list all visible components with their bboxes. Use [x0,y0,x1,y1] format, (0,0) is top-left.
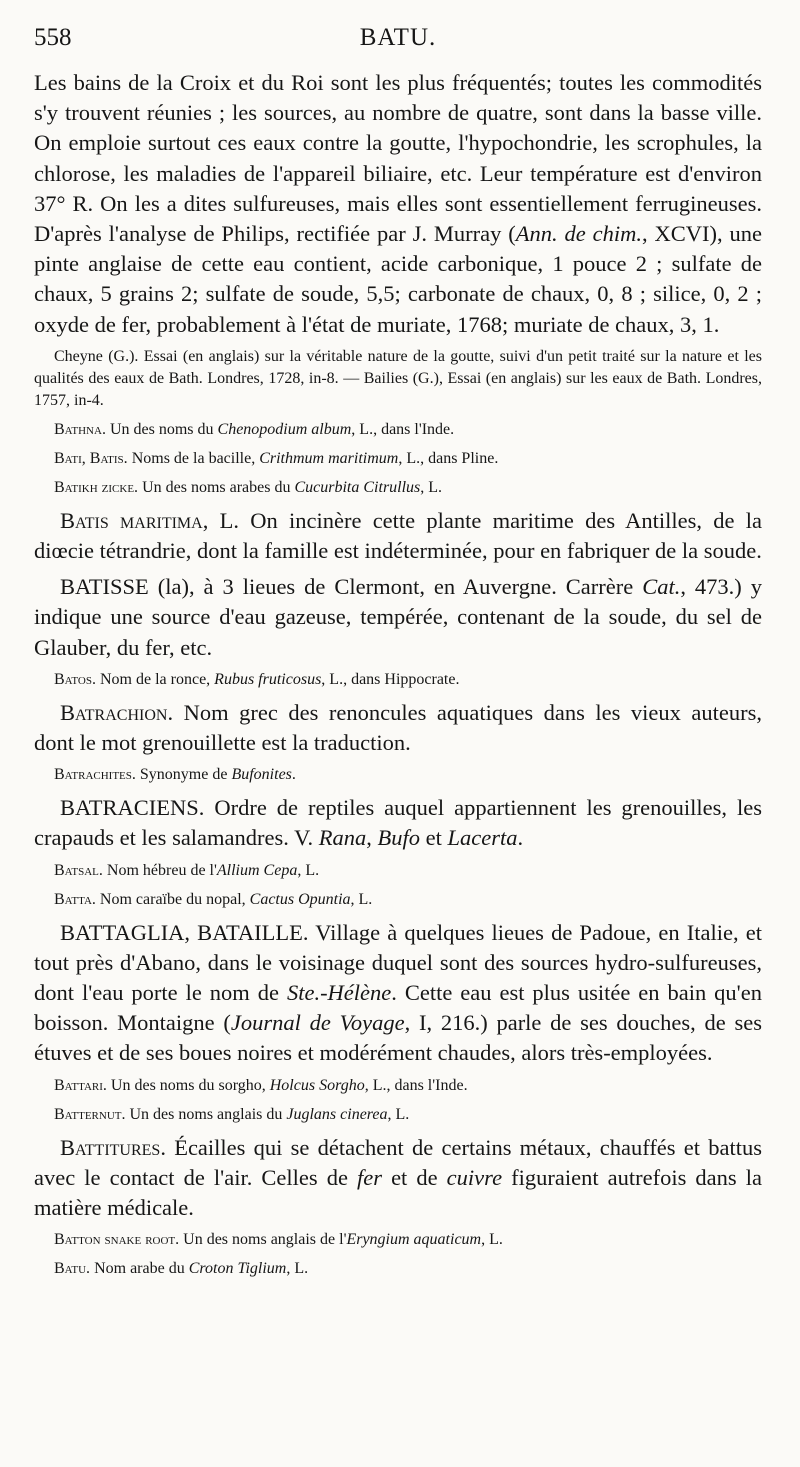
entry-tail: , L. [297,861,320,879]
entry-text: Nom caraïbe du nopal, [95,890,250,908]
headword: Batrachion. [60,699,174,725]
latin-name: Rubus fruticosus [214,670,322,688]
headword: Batu. [54,1260,91,1278]
entry-battari [34,1075,762,1097]
latin-name: Allium Cepa [216,861,298,879]
entry-tail: , L., dans l'Inde. [364,1076,468,1094]
entry-text: Nom de la ronce, [95,670,215,688]
entry-text: Un des noms du sorgho, [106,1076,270,1094]
entry-text-2: . Cette eau est plus usitée en bain qu'en boisson. Montaigne ( [34,980,762,1036]
entry-text: Nom arabe du [90,1260,189,1278]
entry-tail: , I, 216.) parle de ses douches, de ses étuves et de ses boues noires et modérément chaudes, alors très-employées. [34,1010,762,1066]
headword: Batos. [54,670,96,688]
entry-battaglia [34,918,762,1069]
headword: BATRACIENS. [60,795,205,821]
headword: Batternut. [54,1105,126,1123]
headword: Batsal. [54,861,103,879]
entry-bathna [34,419,762,441]
entry-tail: , L. [420,478,443,496]
metal-fer: fer [357,1164,382,1190]
latin-name: Holcus Sorgho [269,1076,365,1094]
genus-lacerta: Lacerta [447,825,518,851]
headword: BATTAGLIA, BATAILLE. [60,919,309,945]
spring-name: Ste.-Hélène [286,980,392,1006]
entry-tail: , L., dans Hippocrate. [321,670,460,688]
entry-text: Écailles qui se détachent de certains métaux, chauffés et battus avec le contact de l'air. Celles de [34,1134,762,1190]
entry-tail: , L. [350,890,373,908]
separator: et de [382,1164,447,1190]
headword: Batta. [54,890,96,908]
entry-text: Nom hébreu de l' [102,861,217,879]
headword: Batikh zicke. [54,478,139,496]
reference: Journal de Voyage [230,1010,405,1036]
headword: Battitures. [60,1134,166,1160]
entry-text: Noms de la bacille, [127,449,260,467]
headword: Battari. [54,1076,107,1094]
bath-ref: Ann. de chim. [515,221,642,247]
entry-tail: . [291,766,296,784]
entry-text: Village à quelques lieues de Padoue, en Italie, et tout près d'Abano, dans le voisinage duquel sont des sources hydro-sulfureuses, dont l'eau porte le nom de [34,919,763,1006]
separator: , [366,825,378,851]
entry-batsal [34,860,762,882]
headword: BATISSE [60,574,149,600]
genus-rana: Rana [318,825,367,851]
headword: Batis maritima [60,507,203,533]
page-header [34,20,762,68]
entry-text: Un des noms anglais du [125,1105,287,1123]
entry-batternut [34,1104,762,1126]
headword: Bati, Batis. [54,449,128,467]
entry-batu [34,1258,762,1280]
entry-bath-continued [34,68,762,340]
entry-tail: , L., dans l'Inde. [351,420,455,438]
entry-tail: , 473.) y indique une source d'eau gazeuse, tempérée, contenant de la soude, du sel de Glauber, du fer, etc. [34,574,762,660]
entry-text: (la), à 3 lieues de Clermont, en Auvergne. Carrère [148,574,643,600]
entry-tail: , L. [481,1231,503,1249]
reference: Cat. [642,574,681,600]
latin-name: Chenopodium album [217,420,352,438]
entry-batrachites [34,764,762,786]
entry-text: Un des noms arabes du [138,478,295,496]
latin-name: Crithmum maritimum [259,449,399,467]
headword: Bathna. [54,420,106,438]
headword: Batrachites. [54,766,136,784]
latin-name: Cactus Opuntia [249,890,351,908]
entry-tail: , L. [387,1105,410,1123]
entry-battitures [34,1133,762,1224]
entry-batikh [34,477,762,499]
metal-cuivre: cuivre [446,1164,503,1190]
entry-text: Un des noms anglais de l' [179,1231,347,1249]
genus-bufo: Bufo [377,825,420,851]
latin-name: Eryngium aquaticum [346,1231,482,1249]
page-content [34,68,762,1280]
entry-batrachion [34,698,762,758]
entry-text: Ordre de reptiles auquel appartiennent les grenouilles, les crapauds et les salamandres. V. [34,795,762,851]
entry-batos [34,669,762,691]
bibliography-note: Cheyne (G.). Essai (en anglais) sur la véritable nature de la goutte, suivi d'un petit traité sur la nature et les qualités des eaux de Bath. Londres, 1728, in-8. — Bailies (G.), Essai (en anglais) sur les eaux de Bath. Londres, 1757, in-4. [34,347,762,409]
entry-text: , L. On incinère cette plante maritime des Antilles, de la diœcie tétrandrie, dont la famille est indéterminée, pour en fabriquer de la soude. [34,507,762,564]
headword: Batton snake root. [54,1231,180,1249]
entry-tail: figuraient autrefois dans la matière médicale. [34,1164,762,1221]
entry-batraciens [34,793,762,853]
entry-tail: . [517,825,524,851]
latin-name: Bufonites [231,766,292,784]
entry-text: Synonyme de [135,766,232,784]
entry-tail: , L., dans Pline. [398,449,499,467]
entry-batton-snake-root [34,1229,762,1251]
separator: et [419,825,448,851]
entry-batisse [34,572,762,663]
entry-text: Un des noms du [105,420,218,438]
bath-text-1: Les bains de la Croix et du Roi sont les plus fréquentés; toutes les commodités s'y trouvent réunies ; les sources, au nombre de quatre, sont dans la basse ville. On emploie surtout ces eaux contre la goutte, l'hypochondrie, les scrophules, la chlorose, les maladies de l'appareil biliaire, etc. Leur température est d'environ 37° R. On les a dites sulfureuses, mais elles sont essentiellement ferrugineuses. D'après l'analyse de Philips, rectifiée par J. Murray ( [34,70,762,247]
page-number: 558 [34,24,72,51]
latin-name: Croton Tiglium [188,1260,287,1278]
latin-name: Cucurbita Citrullus [294,478,421,496]
entry-text: Nom grec des renoncules aquatiques dans les vieux auteurs, dont le mot grenouillette est la traduction. [34,699,762,756]
entry-tail: , L. [286,1260,309,1278]
latin-name: Juglans cinerea [286,1105,388,1123]
entry-batis-maritima [34,506,762,566]
running-title: BATU. [359,24,437,51]
entry-bati [34,448,762,470]
entry-batta [34,889,762,911]
bath-text-2: , XCVI), une pinte anglaise de cette eau contient, acide carbonique, 1 pouce 2 ; sulfate de chaux, 5 grains 2; sulfate de soude, 5,5; carbonate de chaux, 0, 8 ; silice, 0, 2 ; oxyde de fer, probablement à l'état de muriate, 1768; muriate de chaux, 3, 1. [34,221,762,337]
